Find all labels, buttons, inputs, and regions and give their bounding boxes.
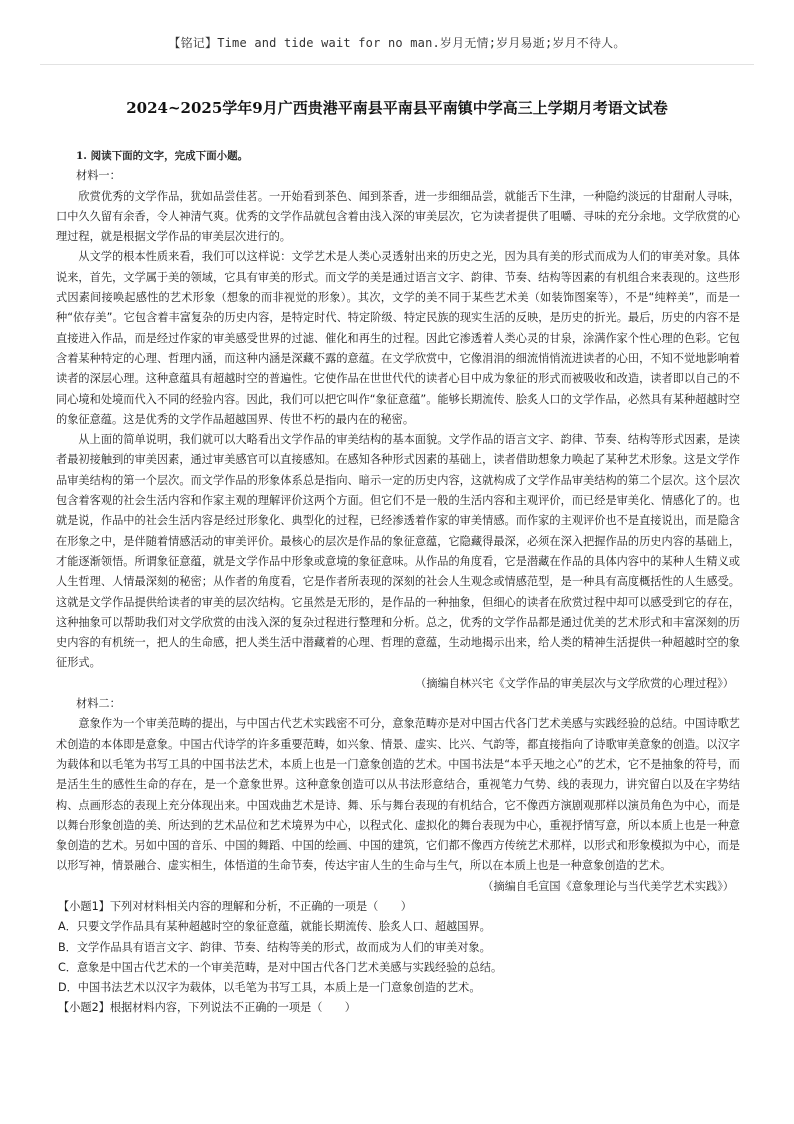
material-1-paragraph: 从文学的根本性质来看，我们可以这样说：文学艺术是人类心灵透射出来的历史之光，因为具有美的形式而成为人们的审美对象。具体说来，首先，文学属于美的领域，它具有审美的形式。而文学的美是通过语言文字、韵律、节奏、结构等因素的有机组合来表现的。这些形式因素间接唤起感性的艺术形象（想象的而非视觉的形象）。其次，文学的美不同于某些艺术美（如装饰图案等），不是“纯粹美”，而是一种“依存美”。它包含着丰富复杂的历史内容，是特定时代、特定阶级、特定民族的现实生活的反映，是历史的折光。最后，历史的内容不是直接进入作品，而是经过作家的审美感受世界的过滤、催化和再生的过程。因此它渗透着人类心灵的甘泉，涂满作家个性心理的色彩。它包含着某种特定的心理、哲理内涵，而这种内涵是深藏不露的意蕴。在文学欣赏中，它像涓涓的细流悄悄流进读者的心田，不知不觉地影响着读者的深层心理。这种意蕴具有超越时空的普遍性。它使作品在世世代代的读者心目中成为象征的形式而被吸收和改造，读者即以自己的不同心境和处境而代入不同的经验内容。因此，我们可以把它叫作“象征意蕴”。能够长期流传、脍炙人口的文学作品，必然具有某种超越时空的象征意蕴。这是优秀的文学作品超越国界、传世不朽的最内在的秘密。: [56, 250, 740, 426]
subquestion-1-option-d[interactable]: D．中国书法艺术以汉字为载体，以毛笔为书写工具，本质上是一门意象创造的艺术。: [58, 981, 481, 995]
subquestion-1-option-a[interactable]: A．只要文学作品具有某种超越时空的象征意蕴，就能长期流传、脍炙人口、超越国界。: [58, 920, 491, 934]
subquestion-1-option-b[interactable]: B．文学作品具有语言文字、韵律、节奏、结构等美的形式，故而成为人们的审美对象。: [58, 940, 491, 954]
header-divider: [40, 64, 754, 65]
material-1-label: 材料一：: [76, 169, 121, 183]
header-motto: 【铭记】Time and tide wait for no man.岁月无情;岁月易逝;岁月不待人。: [168, 36, 626, 50]
material-1-paragraph: 欣赏优秀的文学作品，犹如品尝佳茗。一开始看到茶色、闻到茶香，进一步细细品尝，就能舌下生津，一种隐约淡远的甘甜耐人寻味，口中久久留有余香，令人神清气爽。优秀的文学作品就包含着由浅入深的审美层次，它为读者提供了咀嚼、寻味的充分余地。文学欣赏的心理过程，就是根据文学作品的审美层次进行的。: [56, 189, 740, 244]
question-heading: 1. 阅读下面的文字，完成下面小题。: [76, 150, 249, 162]
material-2-source: （摘编自毛宣国《意象理论与当代美学艺术实践》）: [482, 879, 734, 893]
material-2-label: 材料二：: [76, 697, 121, 711]
material-2-paragraph: 意象作为一个审美范畴的提出，与中国古代艺术实践密不可分，意象范畴亦是对中国古代各门艺术美感与实践经验的总结。中国诗歌艺术创造的本体即是意象。中国古代诗学的许多重要范畴，如兴象、情景、虚实、比兴、气韵等，都直接指向了诗歌审美意象的创造。以汉字为载体和以毛笔为书写工具的中国书法艺术，本质上也是一门意象创造的艺术。中国书法是“本乎天地之心”的艺术，它不是抽象的符号，而是活生生的感性生命的存在，是一个意象世界。这种意象创造可以从书法形意结合，重视笔力气势、线的表现力，讲究留白以及在字势结构、点画形态的表现上充分体现出来。中国戏曲艺术是诗、舞、乐与舞台表现的有机结合，它不像西方演剧观那样以演员角色为中心，而是以舞台形象创造的美、所达到的艺术品位和艺术境界为中心，以程式化、虚拟化的舞台表现为中心，重视抒情写意，所以本质上也是一种意象创造的艺术。另如中国的音乐、中国的舞蹈、中国的绘画、中国的建筑，它们都不像西方传统艺术那样，以形式和形象模拟为中心，而是以形写神，情景融合、虚实相生，体悟道的生命节奏，传达宇宙人生的生命与生气，所以在本质上也是一种意象创造的艺术。: [56, 717, 740, 873]
subquestion-2-stem: 【小题2】根据材料内容，下列说法不正确的一项是（ ）: [58, 1001, 356, 1015]
subquestion-1-stem: 【小题1】下列对材料相关内容的理解和分析，不正确的一项是（ ）: [58, 899, 412, 913]
material-1-paragraph: 从上面的简单说明，我们就可以大略看出文学作品的审美结构的基本面貌。文学作品的语言文字、韵律、节奏、结构等形式因素，是读者最初接触到的审美因素，通过审美感官可以直接感知。在感知各种形式因素的基础上，读者借助想象力唤起了某种艺术形象。这是文学作品审美结构的第一个层次。而文学作品的形象体系总是指向、暗示一定的历史内容，这就构成了文学作品审美结构的第二个层次。这个层次包含着客观的社会生活内容和作家主观的理解评价这两个方面。但它们不是一般的生活内容和主观评价，而已经是审美化、情感化了的。也就是说，作品中的社会生活内容是经过形象化、典型化的过程，已经渗透着作家的审美情感。而作家的主观评价也不是直接说出，而是隐含在形象之中，是伴随着情感活动的审美评价。最核心的层次是作品的象征意蕴，它隐藏得最深，必须在深入把握作品的历史内容的基础上，才能逐渐领悟。所谓象征意蕴，就是文学作品中形象或意境的象征意味。从作品的角度看，它是潜藏在作品的具体内容中的某种人生精义或人生哲理、人情最深刻的秘密；从作者的角度看，它是作者所表现的深刻的社会人生观念或情感范型，是一种具有高度概括性的人生感受。这就是文学作品提供给读者的审美的层次结构。它虽然是无形的，是作品的一种抽象，但细心的读者在欣赏过程中却可以感受到它的存在，这种抽象可以帮助我们对文学欣赏的由浅入深的复杂过程进行整理和分析。总之，优秀的文学作品都是通过优美的艺术形式和丰富深刻的历史内容的有机统一，把人的生命感，把人类生活中潜藏着的心理、哲理的意蕴，生动地揭示出来，给人类的精神生活提供一种超越时空的象征形式。: [56, 433, 740, 670]
subquestion-1-option-c[interactable]: C．意象是中国古代艺术的一个审美范畴，是对中国古代各门艺术美感与实践经验的总结。: [58, 960, 503, 974]
document-body: [56, 146, 740, 1019]
material-1-source: （摘编自林兴宅《文学作品的审美层次与文学欣赏的心理过程》）: [415, 676, 734, 690]
document-title: 2024~2025学年9月广西贵港平南县平南县平南镇中学高三上学期月考语文试卷: [126, 99, 668, 117]
